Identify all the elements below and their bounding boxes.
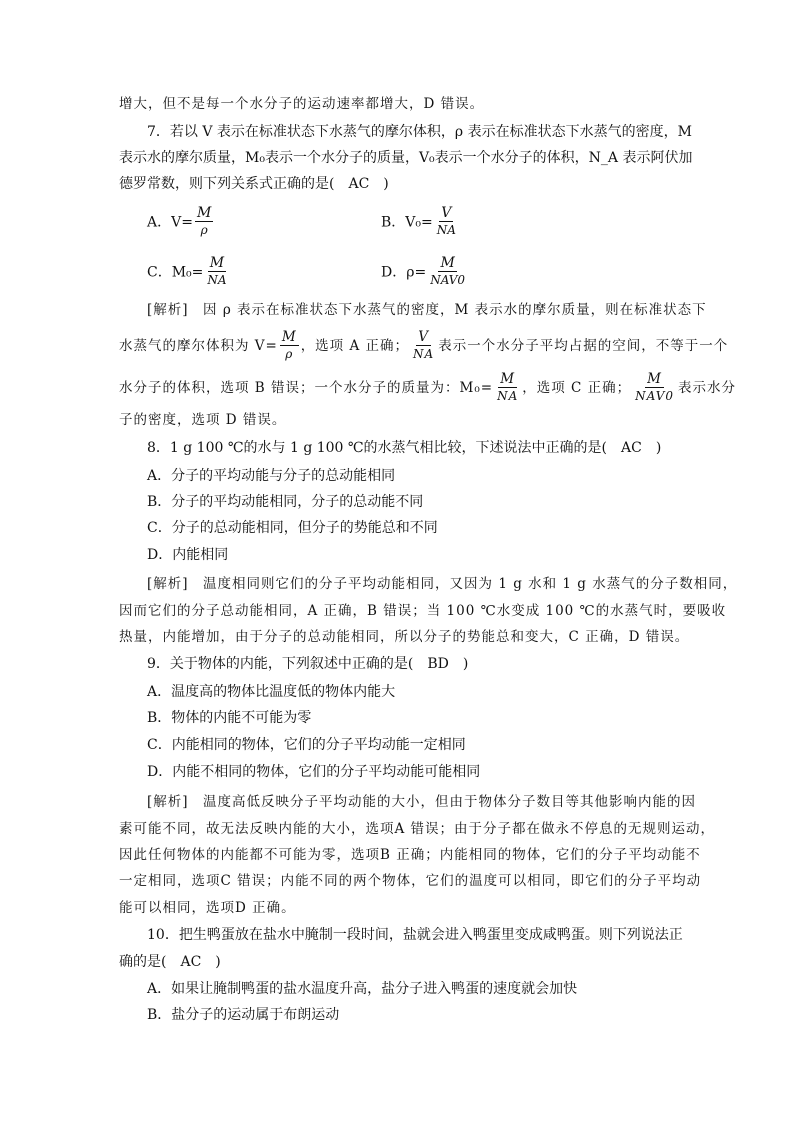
q9-analysis-line4: 一定相同，选项C 错误；内能不同的两个物体，它们的温度可以相同，即它们的分子平均动 xyxy=(119,873,702,889)
q9-option-a: A．温度高的物体比温度低的物体内能大 xyxy=(147,684,396,700)
fraction-denominator: NAV0 xyxy=(430,273,466,287)
q9-option-d: D．内能不相同的物体，它们的分子平均动能可能相同 xyxy=(147,764,481,780)
q7-option-a-fraction xyxy=(195,205,213,238)
q9-stem: 9．关于物体的内能，下列叙述中正确的是( BD ) xyxy=(147,656,469,672)
q7-stem-line1: 7．若以 V 表示在标准状态下水蒸气的摩尔体积，ρ 表示在标准状态下水蒸气的密度，M xyxy=(147,124,692,140)
q10-option-a: A．如果让腌制鸭蛋的盐水温度升高，盐分子进入鸭蛋的速度就会加快 xyxy=(147,981,578,997)
q7-analysis-line4: 子的密度，选项 D 错误。 xyxy=(119,412,287,428)
analysis-text: 水分子的体积，选项 B 错误；一个水分子的质量为：M₀= xyxy=(119,380,494,396)
q9-option-b: B．物体的内能不可能为零 xyxy=(147,710,312,726)
q8-analysis-line1: [解析] 温度相同则它们的分子平均动能相同，又因为 1 g 水和 1 g 水蒸气的分子数相同， xyxy=(147,576,738,592)
q9-analysis-line5: 能可以相同，选项D 正确。 xyxy=(119,900,296,916)
fraction-denominator: NA xyxy=(436,223,456,237)
q10-stem-line2: 确的是( AC ) xyxy=(119,954,221,970)
q7-option-d-fraction xyxy=(428,255,467,288)
analysis-text: ，选项 A 正确； xyxy=(300,338,410,354)
q7-option-d-label: D．ρ= xyxy=(381,264,427,281)
fraction-denominator: NA xyxy=(207,273,227,287)
fraction-denominator: NA xyxy=(497,389,519,403)
q8-option-a: A．分子的平均动能与分子的总动能相同 xyxy=(147,468,396,484)
q7-analysis-line2 xyxy=(119,330,728,363)
fraction-numerator: M xyxy=(500,371,516,387)
fraction-denominator: ρ xyxy=(285,347,294,361)
fraction-numerator: M xyxy=(196,205,212,221)
q7-option-b-fraction xyxy=(435,205,458,238)
q7-option-c xyxy=(147,256,231,289)
fraction-denominator: ρ xyxy=(200,223,208,237)
analysis-fraction xyxy=(411,329,436,362)
analysis-fraction xyxy=(280,329,299,362)
prev-analysis-tail: 增大，但不是每一个水分子的运动速率都增大，D 错误。 xyxy=(119,96,485,112)
fraction-numerator: M xyxy=(281,329,297,345)
q9-option-c: C．内能相同的物体，它们的分子平均动能一定相同 xyxy=(147,737,466,753)
q8-option-d: D．内能相同 xyxy=(147,547,229,563)
q9-analysis-line2: 素可能不同，故无法反映内能的大小，选项A 错误；由于分子都在做永不停息的无规则运动， xyxy=(119,821,716,837)
q9-analysis-line3: 因此任何物体的内能都不可能为零，选项B 正确；内能相同的物体，它们的分子平均动能不 xyxy=(119,847,701,863)
analysis-text: 表示水分 xyxy=(678,380,737,396)
analysis-text: ，选项 C 正确； xyxy=(522,380,632,396)
q7-option-b xyxy=(381,206,460,239)
analysis-fraction xyxy=(633,371,676,404)
q7-analysis-line3 xyxy=(119,372,736,405)
q7-option-c-fraction xyxy=(205,255,228,288)
fraction-numerator: V xyxy=(441,205,452,221)
q8-analysis-line2: 因而它们的分子总动能相同，A 正确，B 错误；当 100 ℃水变成 100 ℃的水蒸气时，要吸收 xyxy=(119,603,727,619)
q8-stem: 8．1 g 100 ℃的水与 1 g 100 ℃的水蒸气相比较，下述说法中正确的是( AC ) xyxy=(147,440,662,456)
analysis-text: 表示一个水分子平均占据的空间，不等于一个 xyxy=(438,338,729,354)
fraction-numerator: M xyxy=(209,255,225,271)
q7-stem-line2: 表示水的摩尔质量，M₀表示一个水分子的质量，V₀表示一个水分子的体积，N_A 表示阿伏加 xyxy=(119,150,693,166)
analysis-text: 水蒸气的摩尔体积为 V= xyxy=(119,338,278,354)
fraction-numerator: V xyxy=(418,329,429,345)
q10-option-b: B．盐分子的运动属于布朗运动 xyxy=(147,1007,340,1023)
analysis-fraction xyxy=(495,371,520,404)
q8-analysis-line3: 热量，内能增加，由于分子的总动能相同，所以分子的势能总和变大，C 正确，D 错误。 xyxy=(119,629,690,645)
fraction-denominator: NAV0 xyxy=(635,389,675,403)
q7-option-b-label: B．V₀= xyxy=(381,214,433,231)
fraction-numerator: M xyxy=(440,255,455,271)
q8-option-b: B．分子的平均动能相同，分子的总动能不同 xyxy=(147,494,424,510)
fraction-numerator: M xyxy=(647,371,662,387)
q9-analysis-line1: [解析] 温度高低反映分子平均动能的大小，但由于物体分子数目等其他影响内能的因 xyxy=(147,794,697,810)
q7-option-c-label: C．M₀= xyxy=(147,264,204,281)
q7-stem-line3: 德罗常数，则下列关系式正确的是( AC ) xyxy=(119,176,389,192)
q7-option-a-label: A．V= xyxy=(147,214,193,231)
q10-stem-line1: 10．把生鸭蛋放在盐水中腌制一段时间，盐就会进入鸭蛋里变成咸鸭蛋。则下列说法正 xyxy=(147,927,683,943)
q7-option-a xyxy=(147,206,215,239)
q7-option-d xyxy=(381,256,469,289)
fraction-denominator: NA xyxy=(413,347,435,361)
q7-analysis-line1: [解析] 因 ρ 表示在标准状态下水蒸气的密度，M 表示水的摩尔质量，则在标准状态下 xyxy=(147,302,707,318)
q8-option-c: C．分子的总动能相同，但分子的势能总和不同 xyxy=(147,520,438,536)
